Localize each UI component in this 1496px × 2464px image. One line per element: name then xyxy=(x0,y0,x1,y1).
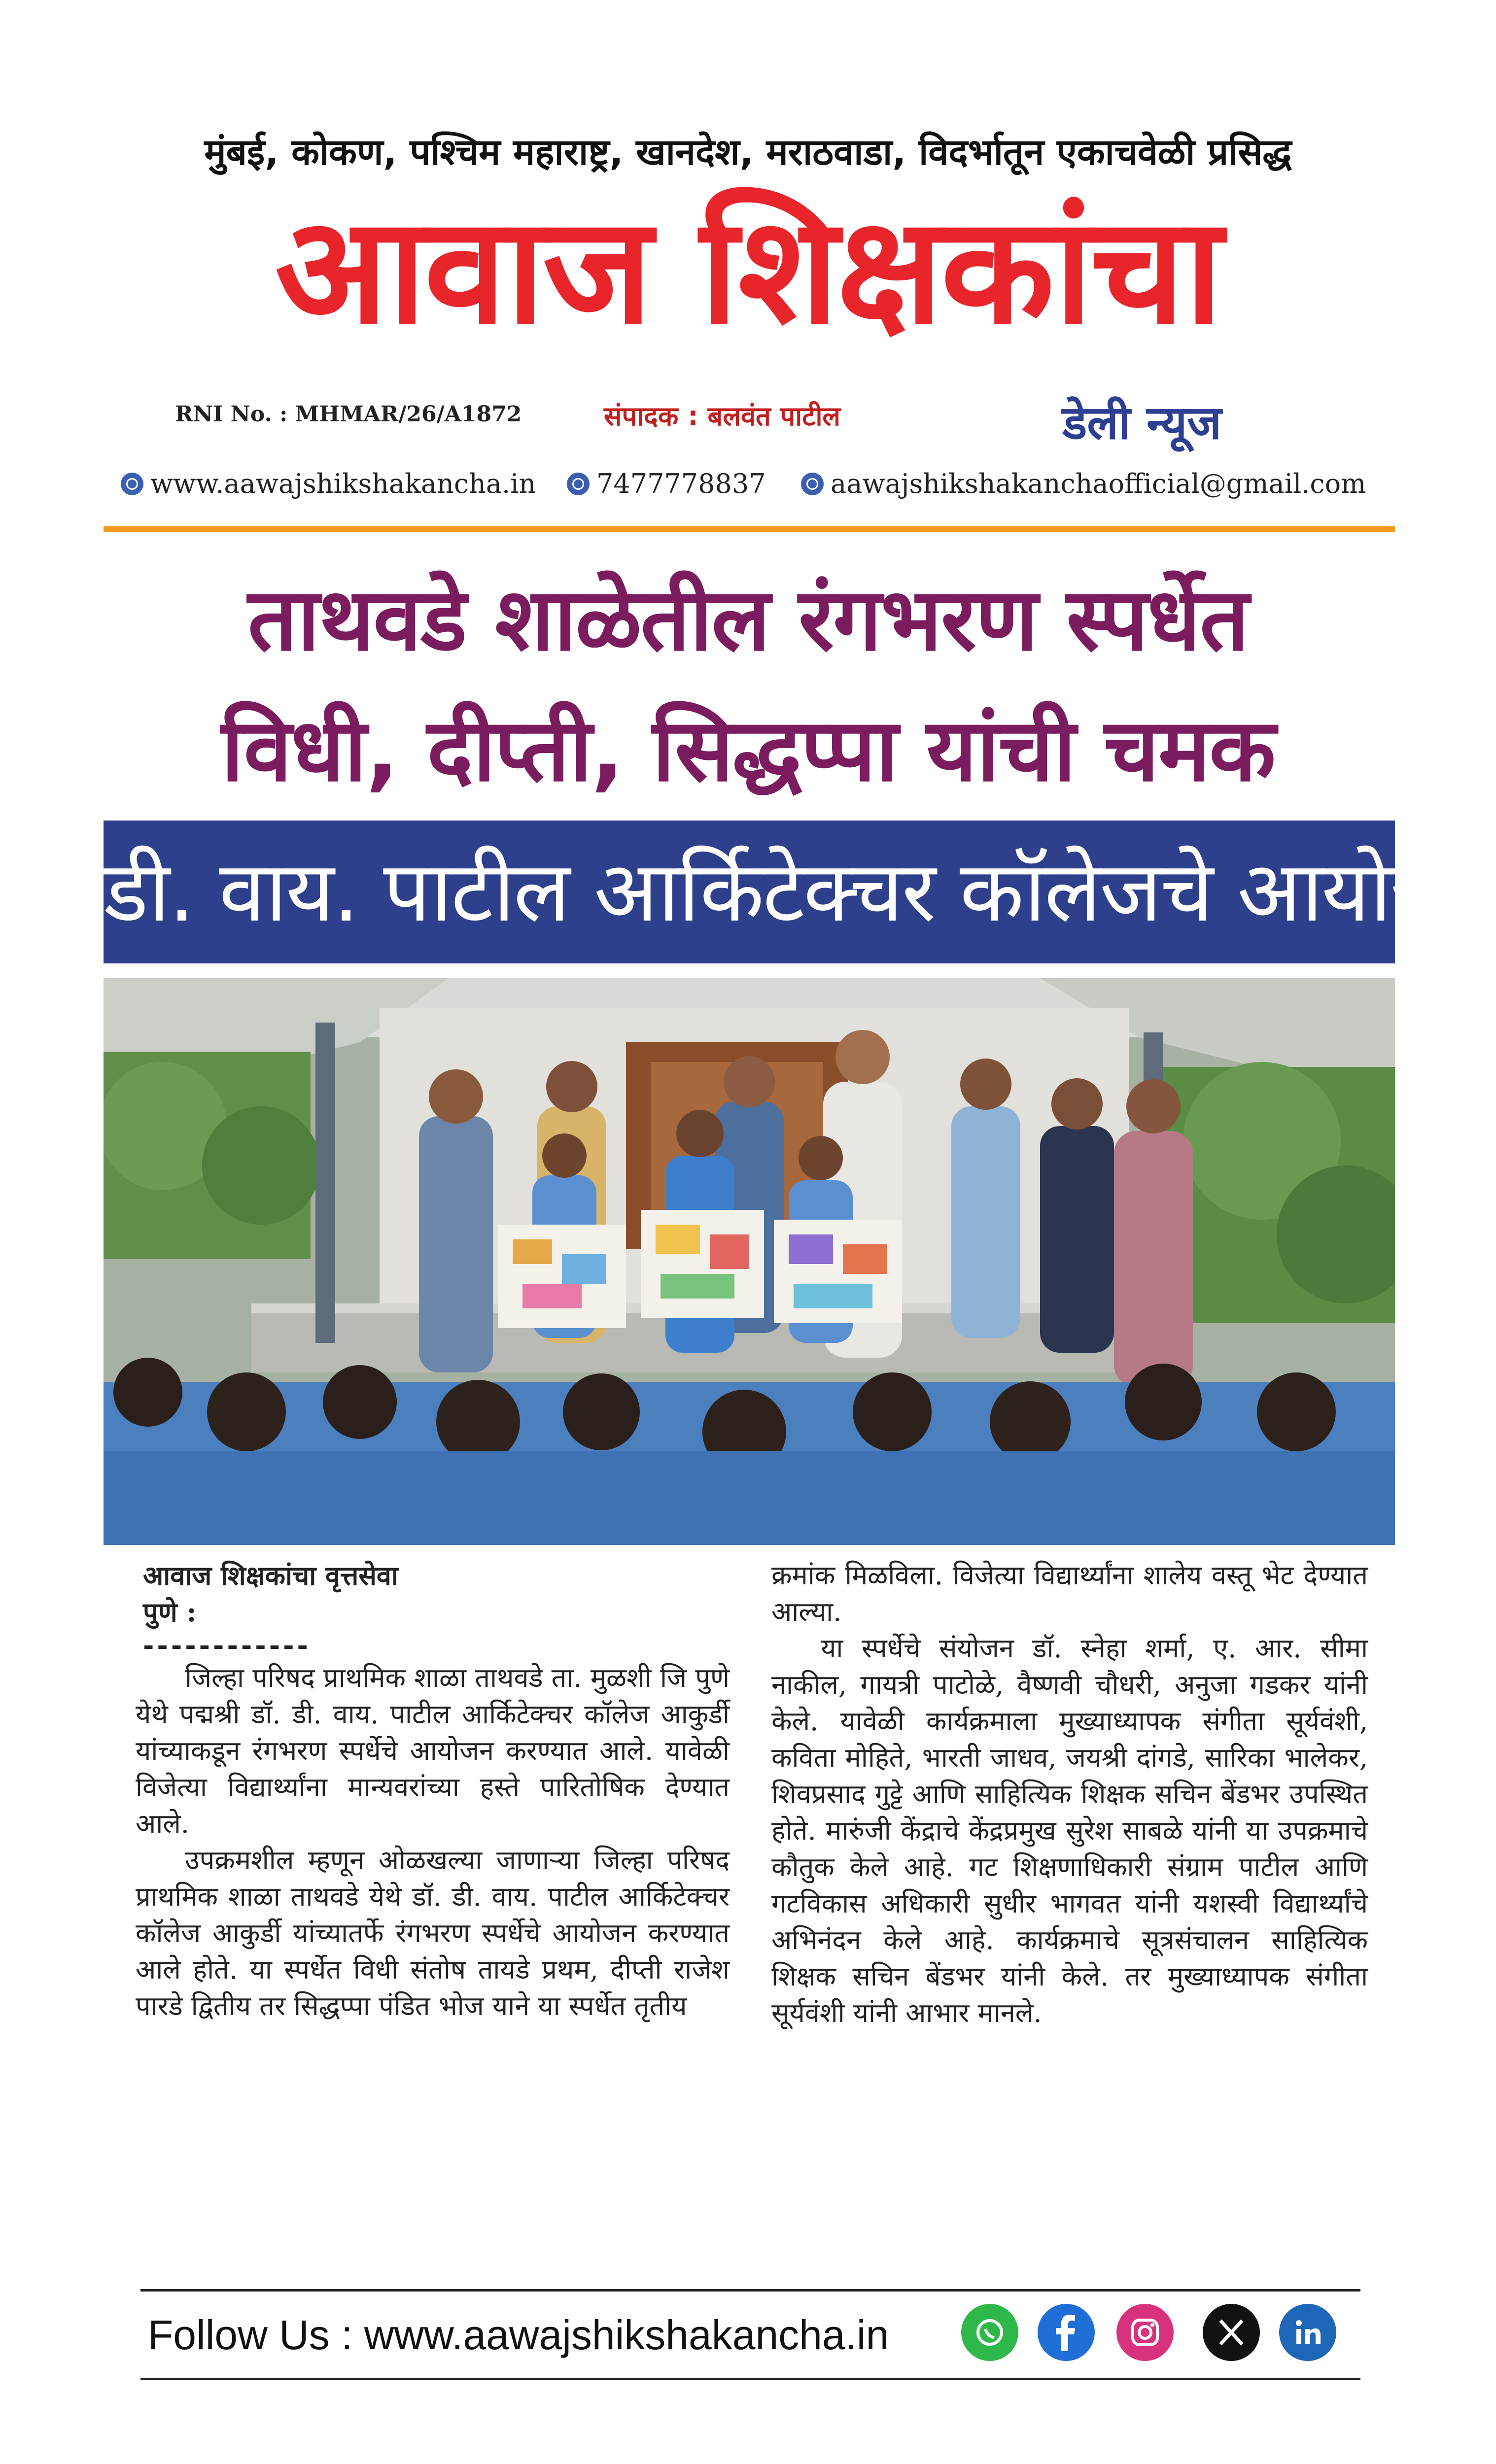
byline-agency: आवाज शिक्षकांचा वृत्तसेवा xyxy=(143,1560,398,1591)
article-paragraph: उपक्रमशील म्हणून ओळखल्या जाणाऱ्या जिल्हा परिषद प्राथमिक शाळा ताथवडे येथे डॉ. डी. वाय. पाटील आर्किटेक्चर कॉलेज आकुर्डी यांच्यातर्फे रंगभरण स्पर्धेचे आयोजन करण्यात आले होते. या स्पर्धेत विधी संतोष तायडे प्रथम, दीप्ती राजेश पारडे द्वितीय तर सिद्धप्पा पंडित भोज याने या स्पर्धेत तृतीय xyxy=(136,1845,730,2021)
mail-icon xyxy=(801,473,824,495)
editor-credit xyxy=(604,397,840,433)
website-text: www.aawajshikshakancha.in xyxy=(150,468,536,499)
header-divider xyxy=(104,526,1395,532)
rni-number: RNI No. : MHMAR/26/A1872 xyxy=(175,402,522,427)
phone-icon xyxy=(567,473,590,495)
article-right-column xyxy=(771,1557,1368,2031)
subhead-text: डी. वाय. पाटील आर्किटेक्चर कॉलेजचे आयोजन xyxy=(104,843,1496,941)
phone-contact[interactable] xyxy=(567,468,766,499)
masthead-title: आवाज शिक्षकांचा xyxy=(275,185,1221,357)
follow-us-text: Follow Us : www.aawajshikshakancha.in xyxy=(148,2312,889,2358)
footer-bottom-rule xyxy=(140,2378,1360,2380)
whatsapp-icon[interactable] xyxy=(961,2304,1018,2361)
article-paragraph: या स्पर्धेचे संयोजन डॉ. स्नेहा शर्मा, ए. आर. सीमा नाकील, गायत्री पाटोळे, वैष्णवी चौधरी, अनुजा गडकर यांनी केले. यावेळी कार्यक्रमाला मुख्याध्यापक संगीता सूर्यवंशी, कविता मोहिते, भारती जाधव, जयश्री दांगडे, सारिका भालेकर, शिवप्रसाद गुट्टे आणि साहित्यिक शिक्षक सचिन बेंडभर उपस्थित होते. मारुंजी केंद्राचे केंद्रप्रमुख सुरेश साबळे यांनी या उपक्रमाचे कौतुक केले आहे. गट शिक्षणाधिकारी संग्राम पाटील आणि गटविकास अधिकारी सुधीर भागवत यांनी यशस्वी विद्यार्थ्यांचे अभिनंदन केले आहे. कार्यक्रमाचे सूत्रसंचालन साहित्यिक शिक्षक सचिन बेंडभर यांनी केले. तर मुख्याध्यापक संगीता सूर्यवंशी यांनी आभार मानले. xyxy=(771,1633,1368,2028)
byline-separator: ------------ xyxy=(143,1629,311,1661)
phone-text: 7477778837 xyxy=(596,468,766,499)
article-paragraph: क्रमांक मिळविला. विजेत्या विद्यार्थ्यांना शालेय वस्तू भेट देण्यात आल्या. xyxy=(771,1560,1368,1627)
facebook-icon[interactable] xyxy=(1038,2304,1095,2361)
byline-location: पुणे : xyxy=(143,1596,197,1628)
headline-line-1: ताथवडे शाळेतील रंगभरण स्पर्धेत xyxy=(247,569,1249,670)
event-photo xyxy=(104,978,1395,1545)
editor-name: बलवंत पाटील xyxy=(707,401,841,432)
email-contact[interactable] xyxy=(801,468,1366,499)
editor-label: संपादक : xyxy=(604,401,698,432)
tagline: मुंबई, कोकण, पश्चिम महाराष्ट्र, खानदेश, मराठवाडा, विदर्भातून एकाचवेळी प्रसिद्ध xyxy=(204,131,1292,173)
instagram-icon[interactable] xyxy=(1116,2304,1174,2361)
footer-top-rule xyxy=(140,2289,1360,2292)
website-contact[interactable] xyxy=(121,468,536,499)
globe-icon xyxy=(121,473,143,495)
x-icon[interactable] xyxy=(1203,2304,1260,2361)
headline-line-2: विधी, दीप्ती, सिद्धप्पा यांची चमक xyxy=(221,700,1275,801)
article-left-column xyxy=(136,1557,730,2024)
article-paragraph: जिल्हा परिषद प्राथमिक शाळा ताथवडे ता. मुळशी जि पुणे येथे पद्मश्री डॉ. डी. वाय. पाटील आर्किटेक्चर कॉलेज आकुर्डी यांच्याकडून रंगभरण स्पर्धेचे आयोजन करण्यात आले. यावेळी विजेत्या विद्यार्थ्यांना मान्यवरांच्या हस्ते पारितोषिक देण्यात आले. xyxy=(136,1662,730,1839)
email-text: aawajshikshakanchaofficial@gmail.com xyxy=(831,468,1366,499)
linkedin-icon[interactable] xyxy=(1279,2304,1336,2361)
daily-news-label: डेली न्यूज xyxy=(1062,396,1222,450)
